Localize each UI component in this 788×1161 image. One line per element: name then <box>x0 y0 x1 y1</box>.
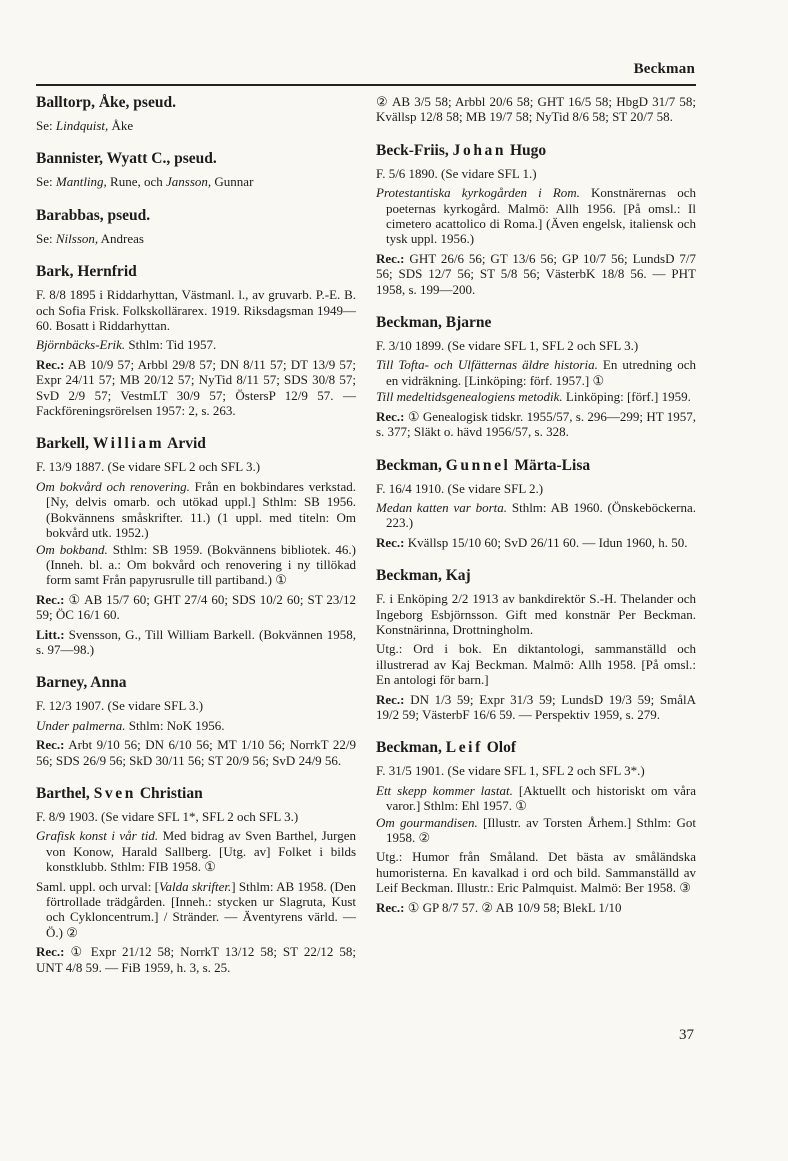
bio-text: F. 3/10 1899. (Se vidare SFL 1, SFL 2 och SFL 3.) <box>376 338 639 354</box>
bio-text: F. 8/9 1903. (Se vidare SFL 1*, SFL 2 och SFL 3.) <box>36 808 299 824</box>
work-item: Medan katten var borta. Sthlm: AB 1960. (Önskeböckerna. 223.) <box>376 499 696 531</box>
entry-bannister <box>36 150 356 189</box>
editor-note: Utg.: Humor från Småland. Det bästa av småländska humoristerna. En kavalkad i ord och bild. Sammanställd av Leif Beckman. Illustr.: Eric Palmquist. Malmö: Ber 1958. ③ <box>376 849 696 896</box>
work-item: Om bokband. Sthlm: SB 1959. (Bokvännens bibliotek. 46.) (Inneh. bl. a.: Om bokvård och renovering i ny tillökad form samt Från papyrusrulle till partiband.) ① <box>36 541 356 588</box>
entry-heading: Bannister, Wyatt C., pseud. <box>36 150 217 168</box>
entry-balltorp <box>36 94 356 133</box>
entry-heading: Beck-Friis, Johan Hugo <box>376 141 547 159</box>
entry-barthel <box>36 785 356 975</box>
bio-text: F. 31/5 1901. (Se vidare SFL 1, SFL 2 och SFL 3*.) <box>376 763 645 779</box>
reviews: Rec.: Arbt 9/10 56; DN 6/10 56; MT 1/10 56; NorrkT 22/9 56; SDS 26/9 56; SkD 30/11 56; ST 20/9 56; SvD 24/9 56. <box>36 737 356 768</box>
bio-text: F. 5/6 1890. (Se vidare SFL 1.) <box>376 165 537 181</box>
reviews-continued: ② AB 3/5 58; Arbbl 20/6 58; GHT 16/5 58; HbgD 31/7 58; Kvällsp 12/8 58; MB 19/7 58; NyTid 8/6 58; ST 20/7 58. <box>376 94 696 125</box>
work-item: Under palmerna. Sthlm: NoK 1956. <box>36 717 225 733</box>
entry-heading: Barkell, William Arvid <box>36 435 206 453</box>
entry-beck-friis <box>376 142 696 297</box>
entry-bark <box>36 263 356 418</box>
bio-text: F. 16/4 1910. (Se vidare SFL 2.) <box>376 480 544 496</box>
work-item: Saml. uppl. och urval: [Valda skrifter.] Sthlm: AB 1958. (Den förtrollade trädgården. [Inneh.: stycken ur Slagruta, Kust och Cykloncentrum.] / Stränder. — Äventyrens värld. — Ö.) ② <box>36 878 357 940</box>
entry-heading: Barney, Anna <box>36 674 127 692</box>
entry-heading: Balltorp, Åke, pseud. <box>36 94 176 111</box>
bio-text: F. 12/3 1907. (Se vidare SFL 3.) <box>36 698 204 714</box>
running-head: Beckman <box>633 61 695 77</box>
left-column <box>36 94 356 992</box>
work-item: Om bokvård och renovering. Från en bokbindares verkstad. [Ny, delvis omarb. och utökad uppl.] Sthlm: SB 1956. (Bokvännens småskrifter. 11.) (1 uppl. med titeln: Om bokvård utk. 1952.) <box>36 478 356 541</box>
right-column <box>376 94 696 932</box>
see-reference: Se: Nilsson, Andreas <box>36 230 144 246</box>
bio-text: F. 13/9 1887. (Se vidare SFL 2 och SFL 3.) <box>36 459 261 475</box>
entry-heading: Beckman, Leif Olof <box>376 739 516 757</box>
see-reference: Se: Lindquist, Åke <box>36 118 134 133</box>
bio-text: F. 8/8 1895 i Riddarhyttan, Västmanl. l., av gruvarb. P.-E. B. och Sofia Frisk. Folkskollärarex. 1919. Riksdagsman 1949—60. Bosatt i Riddarhyttan. <box>36 287 356 334</box>
work-item: Björnbäcks-Erik. Sthlm: Tid 1957. <box>36 337 217 353</box>
entry-barabbas <box>36 207 356 246</box>
entry-heading: Beckman, Bjarne <box>376 314 492 332</box>
reviews: Rec.: ① Genealogisk tidskr. 1955/57, s. 296—299; HT 1957, s. 377; Släkt o. hävd 1956/57, s. 328. <box>376 408 696 440</box>
literature: Litt.: Svensson, G., Till William Barkell. (Bokvännen 1958, s. 97—98.) <box>36 626 356 657</box>
reviews: Rec.: DN 1/3 59; Expr 31/3 59; LundsD 19/3 59; SmålA 19/2 59; VästerbF 16/6 59. — Perspektiv 1959, s. 279. <box>376 691 696 722</box>
work-item: Till Tofta- och Ulfätternas äldre historia. En utredning och en vidräkning. [Linköping: förf. 1957.] ① <box>376 357 696 388</box>
entry-heading: Bark, Hernfrid <box>36 263 137 281</box>
reviews: Rec.: ① Expr 21/12 58; NorrkT 13/12 58; ST 22/12 58; UNT 4/8 59. — FiB 1959, h. 3, s. 25. <box>36 944 356 975</box>
reviews: Rec.: ① GP 8/7 57. ② AB 10/9 58; BlekL 1/10 <box>376 899 622 915</box>
bio-text: F. i Enköping 2/2 1913 av bankdirektör S.-H. Thelander och Ingeborg Esbjörnsson. Gift med konstnär Per Beckman. Konstnärinna, Drottningholm. <box>376 591 696 637</box>
entry-beckman-gunnel <box>376 457 696 551</box>
work-item: Till medeltidsgenealogiens metodik. Linköping: [förf.] 1959. <box>376 389 691 405</box>
entry-heading: Barabbas, pseud. <box>36 206 151 224</box>
entry-beckman-kaj <box>376 567 696 722</box>
entry-heading: Beckman, Kaj <box>376 567 471 585</box>
entry-heading: Barthel, Sven Christian <box>36 784 203 802</box>
work-item: Om gourmandisen. [Illustr. av Torsten Århem.] Sthlm: Got 1958. ② <box>376 814 696 845</box>
editor-note: Utg.: Ord i bok. En diktantologi, sammanställd och illustrerad av Kaj Beckman. Malmö: Allh 1958. [På omsl.: En antologi för barn.] <box>376 641 696 688</box>
reviews: Rec.: AB 10/9 57; Arbbl 29/8 57; DN 8/11 57; DT 13/9 57; Expr 24/11 57; MB 20/12 57; NyTid 8/11 57; SDS 30/8 57; SvD 2/9 57; VestmLT 30/9 57; ÖstersP 12/9 57. — Fackföreningsrörelsen 1957: 2, s. 263. <box>36 356 356 419</box>
reviews: Rec.: GHT 26/6 56; GT 13/6 56; GP 10/7 56; LundsD 7/7 56; SDS 12/7 56; ST 5/8 56; VästerbK 18/8 56. — PHT 1958, s. 199—200. <box>376 250 696 297</box>
entry-barney <box>36 674 356 768</box>
reviews: Rec.: Kvällsp 15/10 60; SvD 26/11 60. — Idun 1960, h. 50. <box>376 534 688 550</box>
entry-barthel-continued <box>376 94 696 125</box>
work-item: Grafisk konst i vår tid. Med bidrag av Sven Barthel, Jurgen von Konow, Harald Sallberg. [Utg. av] Folket i bilds konstklubb. Sthlm: FIB 1958. ① <box>36 828 357 875</box>
reviews: Rec.: ① AB 15/7 60; GHT 27/4 60; SDS 10/2 60; ST 23/12 59; ÖC 16/1 60. <box>36 591 356 623</box>
entry-beckman-leif <box>376 739 696 915</box>
entry-barkell <box>36 435 356 657</box>
entry-beckman-bjarne <box>376 314 696 439</box>
header-rule <box>36 84 696 86</box>
work-item: Protestantiska kyrkogården i Rom. Konstnärernas och poeternas kyrkogård. Malmö: Allh 1956. [På omsl.: Il cimetero acattolico di Roma.] (Även engelsk, italiensk och tysk uppl. 1956.) <box>376 185 697 247</box>
page-number: 37 <box>679 1027 694 1043</box>
entry-heading: Beckman, Gunnel Märta-Lisa <box>376 456 591 474</box>
see-reference: Se: Mantling, Rune, och Jansson, Gunnar <box>36 174 254 190</box>
work-item: Ett skepp kommer lastat. [Aktuellt och historiskt om våra varor.] Sthlm: Ehl 1957. ① <box>376 782 696 814</box>
